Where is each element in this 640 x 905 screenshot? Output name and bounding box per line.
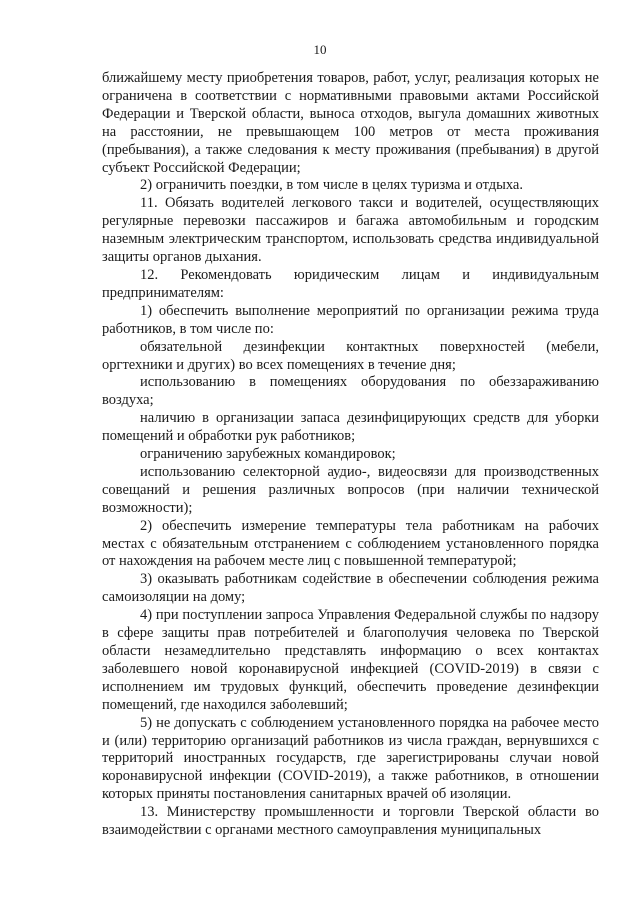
- paragraph-item-11-drivers: 11. Обязать водителей легкового такси и водителей, осуществляющих регулярные перевозки пассажиров и багажа автомобильным и городским наземным электрическим транспортом, использовать средства индивидуальной защиты органов дыхания.: [102, 195, 599, 266]
- paragraph-item-12-4: 4) при поступлении запроса Управления Федеральной службы по надзору в сфере защиты прав потребителей и благополучия человека по Тверской области незамедлительно представлять информацию о всех контактах заболевшего новой коронавирусной инфекцией (COVID-2019) в связи с исполнением им трудовых функций, обеспечить проведение дезинфекции помещений, где находился заболевший;: [102, 607, 599, 713]
- paragraph-item-13: 13. Министерству промышленности и торговли Тверской области во взаимодействии с органами местного самоуправления муниципальных: [102, 804, 599, 839]
- paragraph-continuation: ближайшему месту приобретения товаров, работ, услуг, реализация которых не ограничена в соответствии с нормативными правовыми актами Российской Федерации и Тверской области, выноса отходов, выгула домашних животных на расстоянии, не превышающем 100 метров от места проживания (пребывания), а также следования к месту проживания (пребывания) в другой субъект Российской Федерации;: [102, 70, 599, 176]
- paragraph-disinfection: обязательной дезинфекции контактных поверхностей (мебели, оргтехники и других) во всех помещениях в течение дня;: [102, 338, 599, 373]
- page-number: 10: [313, 42, 327, 57]
- document-body: [102, 70, 599, 840]
- paragraph-disinfectant-stock: наличию в организации запаса дезинфицирующих средств для уборки помещений и обработки рук работников;: [102, 410, 599, 445]
- paragraph-item-12-recommend: 12. Рекомендовать юридическим лицам и индивидуальным предпринимателям:: [102, 266, 599, 301]
- paragraph-item-12-2: 2) обеспечить измерение температуры тела работникам на рабочих местах с обязательным отстранением с соблюдением установленного порядка от нахождения на рабочем месте лиц с повышенной температурой;: [102, 517, 599, 570]
- paragraph-business-trips: ограничению зарубежных командировок;: [140, 446, 396, 463]
- paragraph-item-2-trips: 2) ограничить поездки, в том числе в целях туризма и отдыха.: [140, 177, 523, 194]
- paragraph-air-disinfection: использованию в помещениях оборудования по обеззараживанию воздуха;: [102, 374, 599, 409]
- paragraph-item-12-3: 3) оказывать работникам содействие в обеспечении соблюдения режима самоизоляции на дому;: [102, 571, 599, 606]
- paragraph-item-12-5: 5) не допускать с соблюдением установленного порядка на рабочее место и (или) территорию организаций работников из числа граждан, вернувшихся с территорий иностранных государств, где зарегистрированы случаи новой коронавирусной инфекции (COVID-2019), а также работников, в отношении которых приняты постановления санитарных врачей об изоляции.: [102, 714, 599, 803]
- paragraph-video-conferencing: использованию селекторной аудио-, видеосвязи для производственных совещаний и решения различных вопросов (при наличии технической возможности);: [102, 463, 599, 516]
- paragraph-item-12-1: 1) обеспечить выполнение мероприятий по организации режима труда работников, в том числе по:: [102, 302, 599, 337]
